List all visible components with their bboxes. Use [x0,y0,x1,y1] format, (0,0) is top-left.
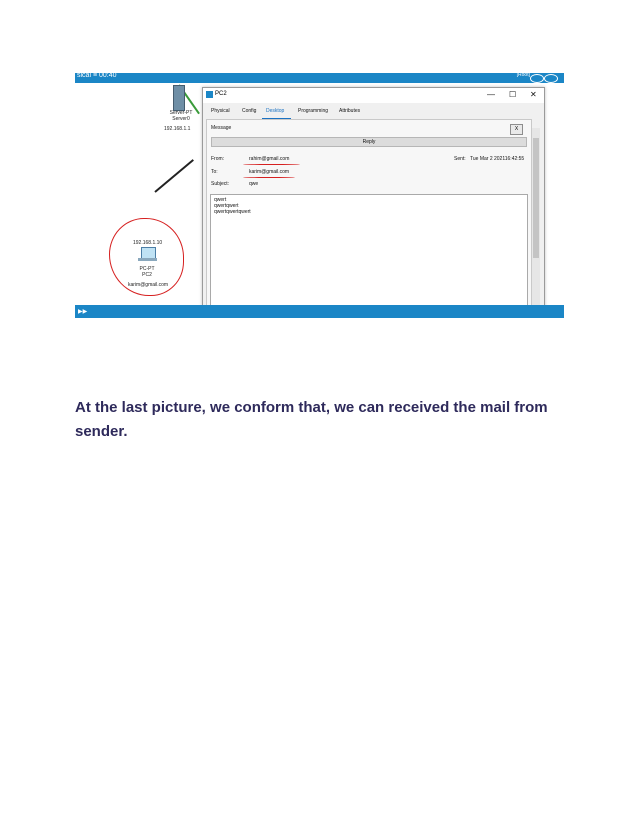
server-name-label: Server0 [172,116,190,122]
from-value: rahim@gmail.com [249,156,290,162]
scrollbar-thumb[interactable] [533,138,539,258]
close-message-button[interactable]: X [510,124,523,135]
root-label[interactable]: [Root] [516,73,530,78]
nav-oval-icon[interactable] [544,74,558,83]
red-underline-to [243,177,295,178]
reply-button[interactable]: Reply [211,137,527,147]
dialog-title: PC2 [215,91,227,97]
workspace-mode-label: sical ≡ 00:40 [77,73,117,79]
workspace-bottom-bar [75,305,564,318]
message-body-box[interactable] [210,194,528,318]
red-underline-from [243,164,300,165]
server-ip-label: 192.168.1.1 [164,126,191,132]
red-annotation-circle [109,218,184,296]
from-label: From: [211,156,225,162]
to-label: To: [211,169,218,175]
message-header: Message [211,125,232,131]
dialog-scrollbar[interactable] [532,128,540,316]
server-type-label: Server-PT [169,110,193,116]
workspace-top-bar [75,73,564,83]
server-label [165,110,197,122]
sent-value: Tue Mar 2 202116:42:55 [470,156,525,162]
to-value: karim@gmail.com [249,169,290,175]
fast-forward-icon[interactable]: ▶▶ [78,309,88,315]
dialog-tabs [203,106,544,118]
caption-paragraph: At the last picture, we conform that, we can received the mail from sender. [75,399,548,440]
nav-oval-icon[interactable] [530,74,544,83]
sent-label: Sent: [454,156,466,162]
close-window-button[interactable]: ✕ [530,90,537,99]
minimize-button[interactable]: — [487,90,495,99]
tab-physical[interactable]: Physical [211,108,230,114]
message-panel [206,119,532,318]
pc-name-label: PC2 [142,272,152,278]
server-icon[interactable] [173,85,185,111]
pc-ip-label: 192.168.1.10 [133,240,163,246]
subject-value: qwe [249,181,259,187]
dialog-title-bar [203,88,544,103]
pc-link-wire [154,159,194,193]
pc-window-icon [206,91,213,98]
packet-tracer-screenshot [75,73,564,318]
tab-desktop[interactable]: Desktop [266,108,285,114]
tab-config[interactable]: Config [242,108,257,114]
tab-attributes[interactable]: Attributes [339,108,361,114]
pc-type-label: PC-PT [139,266,155,272]
pc-email-label: karim@gmail.com [128,282,169,288]
subject-label: Subject: [211,181,230,187]
message-body-text: qwert qwertqwert qwertqwertqwert [214,197,251,215]
maximize-button[interactable]: ☐ [509,90,517,99]
tab-programming[interactable]: Programming [298,108,329,114]
pc2-dialog [202,87,545,318]
